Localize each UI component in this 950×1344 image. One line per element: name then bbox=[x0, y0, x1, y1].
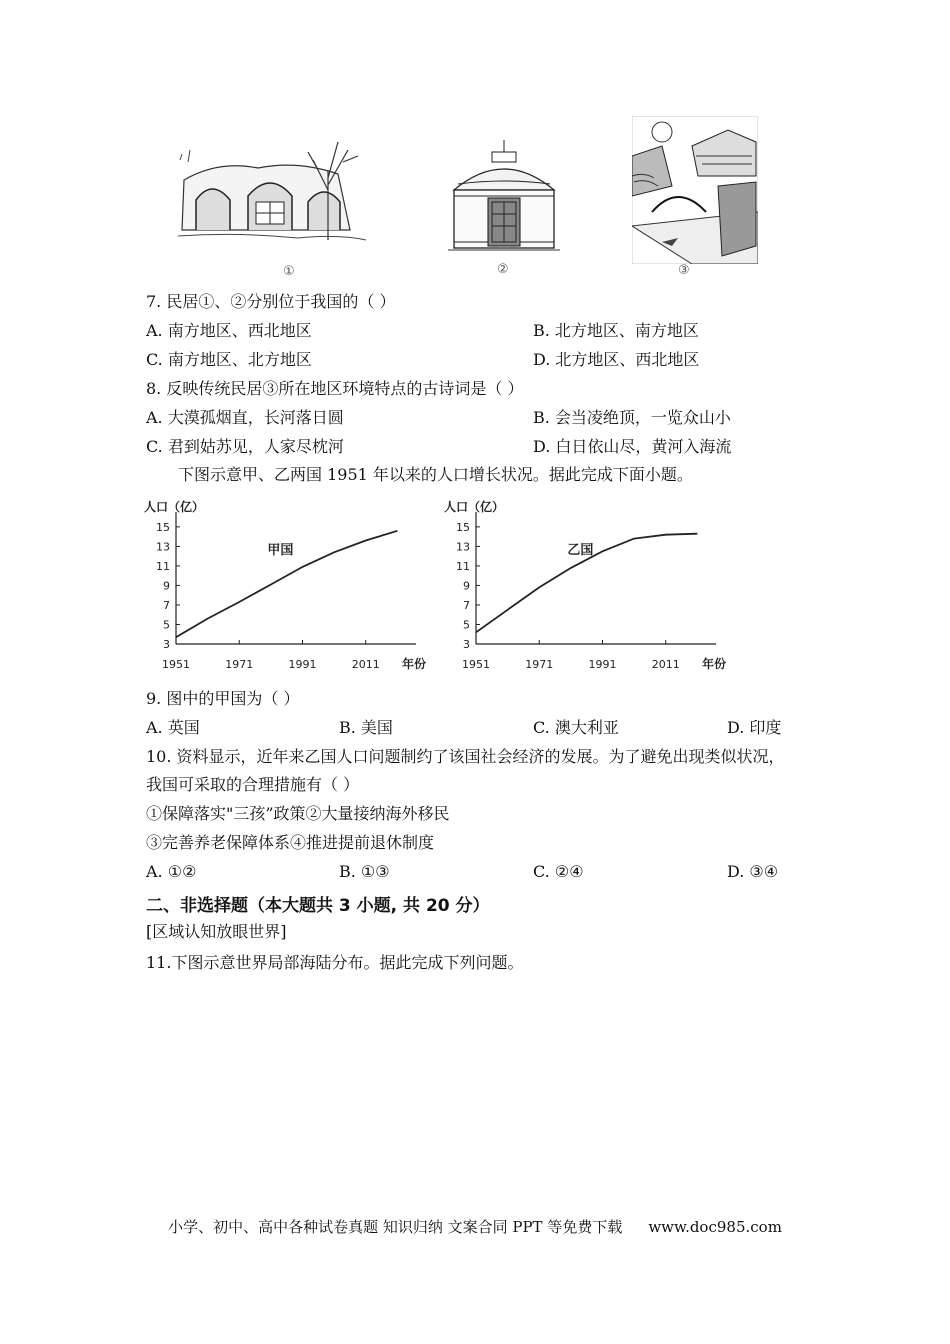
question-10-stem-line2: 我国可采取的合理措施有（ ） bbox=[146, 775, 360, 794]
cave-dwelling-sketch bbox=[178, 130, 368, 258]
population-chart-jia bbox=[140, 494, 440, 684]
intro-questions-9-10: 下图示意甲、乙两国 1951 年以来的人口增长状况。据此完成下面小题。 bbox=[178, 465, 693, 484]
x-tick-label: 1951 bbox=[162, 658, 190, 671]
section-2-tag: [区域认知放眼世界] bbox=[146, 922, 287, 941]
y-axis-label: 人口（亿） bbox=[144, 500, 205, 514]
y-tick-label: 11 bbox=[156, 559, 170, 573]
question-11-stem: 11.下图示意世界局部海陆分布。据此完成下列问题。 bbox=[146, 953, 524, 972]
y-tick-label: 7 bbox=[463, 598, 470, 612]
x-tick-label: 1951 bbox=[462, 658, 490, 671]
page-footer bbox=[0, 1216, 950, 1237]
q9-option-c: C. 澳大利亚 bbox=[533, 718, 619, 737]
q7-option-a: A. 南方地区、西北地区 bbox=[146, 321, 312, 340]
q8-option-d: D. 白日依山尽，黄河入海流 bbox=[533, 437, 732, 456]
q10-option-c: C. ②④ bbox=[533, 862, 584, 881]
q8-option-a: A. 大漠孤烟直，长河落日圆 bbox=[146, 408, 344, 427]
q7-option-b: B. 北方地区、南方地区 bbox=[533, 321, 699, 340]
q8-option-b: B. 会当凌绝顶，一览众山小 bbox=[533, 408, 731, 427]
x-tick-label: 1971 bbox=[225, 658, 254, 671]
y-tick-label: 3 bbox=[463, 638, 470, 651]
population-chart-yi bbox=[440, 494, 740, 684]
x-tick-label: 2011 bbox=[651, 658, 680, 671]
q10-option-b: B. ①③ bbox=[339, 862, 390, 881]
image-label-1: ① bbox=[283, 264, 295, 279]
y-tick-label: 15 bbox=[456, 520, 470, 534]
y-tick-label: 15 bbox=[156, 520, 170, 534]
y-axis-label: 人口（亿） bbox=[444, 500, 505, 514]
y-tick-label: 9 bbox=[463, 579, 470, 593]
question-10-items-line1: ①保障落实"三孩”政策②大量接纳海外移民 bbox=[146, 804, 450, 823]
yurt-sketch bbox=[448, 138, 560, 256]
x-tick-label: 2011 bbox=[351, 658, 380, 671]
q9-option-a: A. 英国 bbox=[146, 718, 200, 737]
y-tick-label: 5 bbox=[463, 618, 470, 632]
x-axis-label: 年份 bbox=[702, 657, 727, 671]
x-tick-label: 1971 bbox=[525, 658, 554, 671]
q7-option-d: D. 北方地区、西北地区 bbox=[533, 350, 700, 369]
question-8-stem: 8. 反映传统民居③所在地区环境特点的古诗词是（ ） bbox=[146, 379, 524, 398]
y-tick-label: 3 bbox=[163, 638, 170, 651]
question-9-stem: 9. 图中的甲国为（ ） bbox=[146, 689, 300, 708]
footer-text: 小学、初中、高中各种试卷真题 知识归纳 文案合同 PPT 等免费下载 bbox=[168, 1218, 623, 1236]
image-label-2: ② bbox=[497, 262, 509, 277]
footer-url[interactable]: www.doc985.com bbox=[648, 1218, 782, 1236]
y-tick-label: 7 bbox=[163, 598, 170, 612]
q9-option-d: D. 印度 bbox=[727, 718, 782, 737]
question-10-stem-line1: 10. 资料显示，近年来乙国人口问题制约了该国社会经济的发展。为了避免出现类似状况， bbox=[146, 747, 785, 766]
y-tick-label: 13 bbox=[456, 540, 470, 554]
series-label: 乙国 bbox=[567, 543, 594, 559]
x-axis-label: 年份 bbox=[402, 657, 427, 671]
y-tick-label: 5 bbox=[163, 618, 170, 632]
section-2-title: 二、非选择题（本大题共 3 小题, 共 20 分） bbox=[146, 896, 490, 916]
y-tick-label: 13 bbox=[156, 540, 170, 554]
question-10-items-line2: ③完善养老保障体系④推进提前退休制度 bbox=[146, 833, 435, 852]
y-tick-label: 11 bbox=[456, 559, 470, 573]
series-label: 甲国 bbox=[267, 543, 294, 559]
q10-option-a: A. ①② bbox=[146, 862, 197, 881]
q9-option-b: B. 美国 bbox=[339, 718, 393, 737]
q7-option-c: C. 南方地区、北方地区 bbox=[146, 350, 312, 369]
question-7-stem: 7. 民居①、②分别位于我国的（ ） bbox=[146, 292, 396, 311]
image-label-3: ③ bbox=[678, 263, 690, 278]
x-tick-label: 1991 bbox=[288, 658, 317, 671]
q8-option-c: C. 君到姑苏见，人家尽枕河 bbox=[146, 437, 344, 456]
q10-option-d: D. ③④ bbox=[727, 862, 779, 881]
x-tick-label: 1991 bbox=[588, 658, 617, 671]
water-town-sketch bbox=[632, 116, 758, 264]
y-tick-label: 9 bbox=[163, 579, 170, 593]
